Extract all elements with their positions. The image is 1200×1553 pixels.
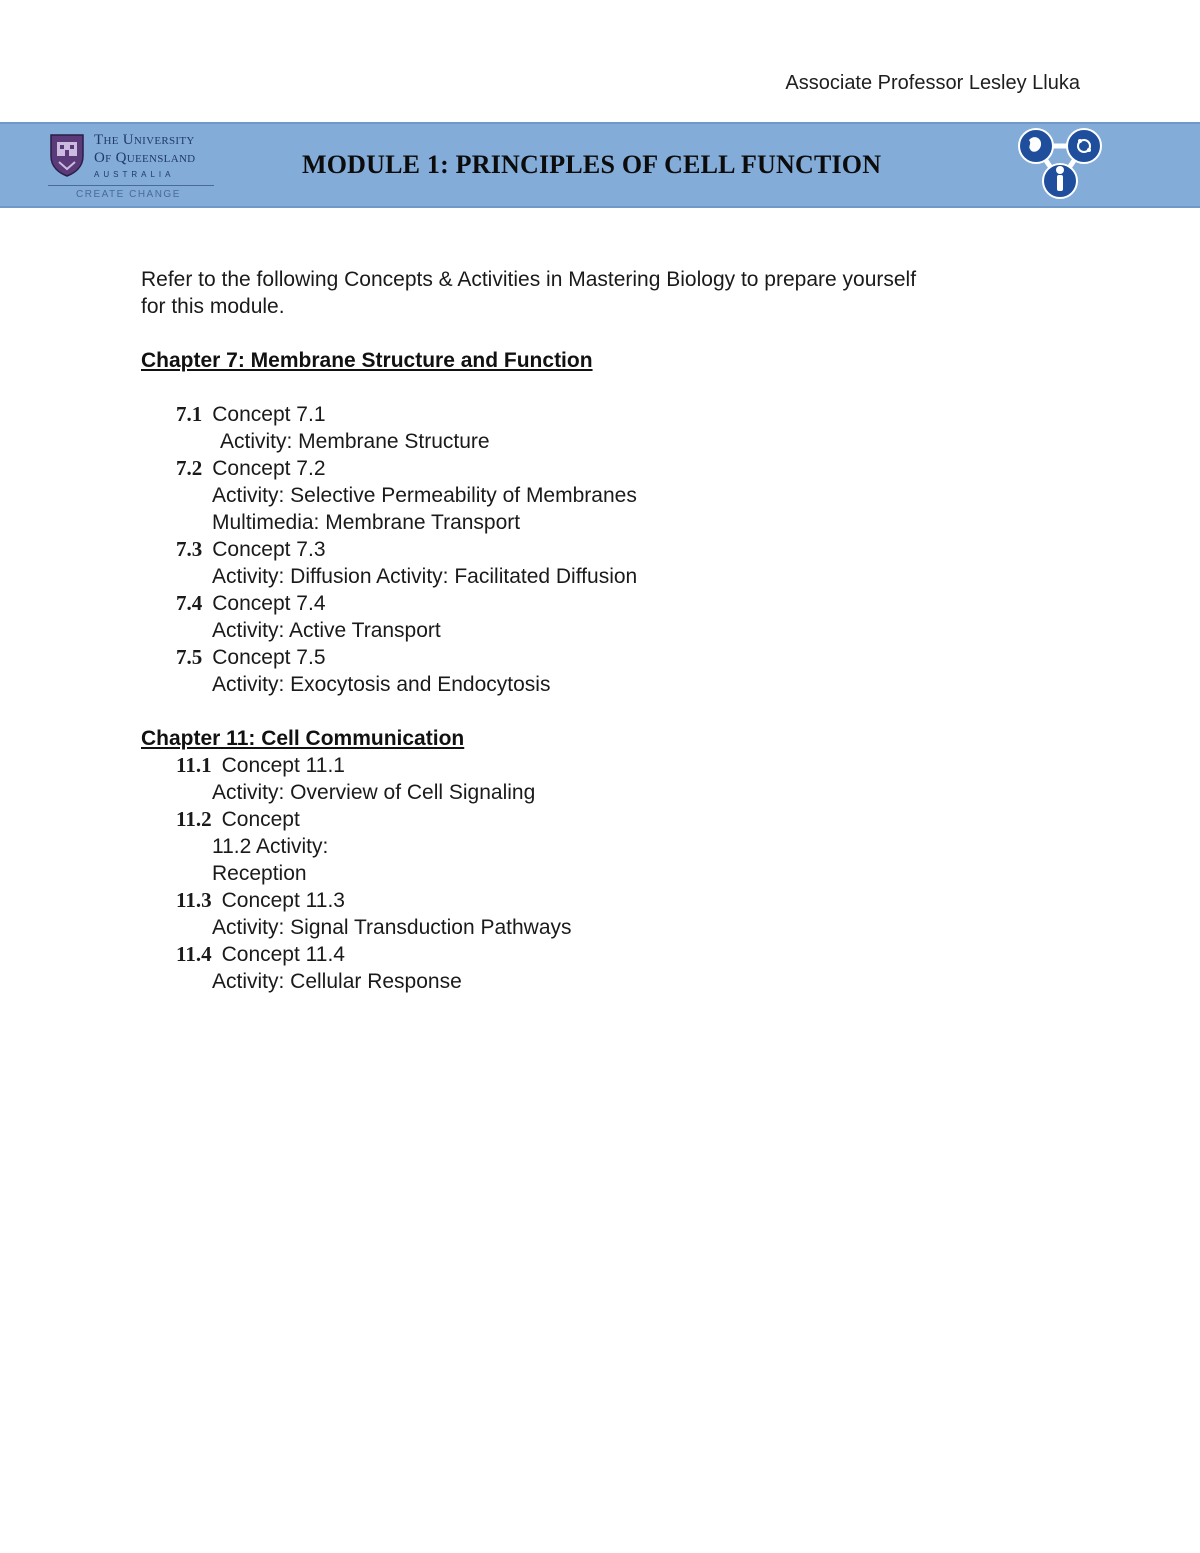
concept-label: Concept 7.5 bbox=[212, 646, 326, 669]
university-logo bbox=[46, 130, 218, 202]
activity-line: Activity: Exocytosis and Endocytosis bbox=[212, 673, 551, 696]
module-banner bbox=[0, 122, 1200, 208]
concept-number: 7.3 bbox=[176, 537, 203, 561]
concept-label: Concept 7.2 bbox=[212, 457, 326, 480]
author-name: Associate Professor Lesley Lluka bbox=[785, 72, 1080, 94]
university-tagline: CREATE CHANGE bbox=[76, 189, 181, 200]
activity-line: Multimedia: Membrane Transport bbox=[212, 511, 521, 534]
activity-line: Activity: Signal Transduction Pathways bbox=[212, 916, 572, 939]
activity-line: 11.2 Activity: bbox=[212, 835, 329, 858]
list-item bbox=[141, 806, 1041, 887]
concept-label: Concept 7.1 bbox=[212, 403, 326, 426]
intro-paragraph bbox=[141, 266, 1041, 320]
activity-line: Reception bbox=[212, 862, 307, 885]
concept-label: Concept 11.3 bbox=[221, 889, 345, 912]
document-content bbox=[141, 266, 1041, 995]
university-name-line1: The University bbox=[94, 132, 195, 148]
activity-line: Activity: Diffusion Activity: Facilitated Diffusion bbox=[212, 565, 638, 588]
list-item bbox=[141, 941, 1041, 995]
concept-label: Concept 7.4 bbox=[212, 592, 326, 615]
university-crest-icon bbox=[48, 132, 86, 178]
module-title: MODULE 1: PRINCIPLES OF CELL FUNCTION bbox=[302, 150, 882, 179]
biology-molecule-icon bbox=[1012, 126, 1108, 202]
activity-line: Activity: Cellular Response bbox=[212, 970, 462, 993]
chapter-7-heading: Chapter 7: Membrane Structure and Function bbox=[141, 349, 593, 372]
activity-line: Activity: Active Transport bbox=[212, 619, 441, 642]
concept-number: 7.1 bbox=[176, 402, 203, 426]
concept-number: 11.3 bbox=[176, 888, 212, 912]
university-name-line2: Of Queensland bbox=[94, 150, 196, 166]
list-item bbox=[141, 752, 1041, 806]
chapter-7-list bbox=[141, 401, 1041, 698]
list-item bbox=[141, 536, 1041, 590]
intro-line-1: Refer to the following Concepts & Activities in Mastering Biology to prepare yourself bbox=[141, 268, 917, 291]
activity-line: Activity: Membrane Structure bbox=[220, 430, 490, 453]
concept-number: 11.2 bbox=[176, 807, 212, 831]
list-item bbox=[141, 590, 1041, 644]
concept-label: Concept 11.4 bbox=[221, 943, 345, 966]
concept-label: Concept 7.3 bbox=[212, 538, 326, 561]
concept-number: 7.5 bbox=[176, 645, 203, 669]
concept-label: Concept bbox=[221, 808, 300, 831]
activity-line: Activity: Overview of Cell Signaling bbox=[212, 781, 536, 804]
concept-label: Concept 11.1 bbox=[221, 754, 345, 777]
concept-number: 7.4 bbox=[176, 591, 203, 615]
activity-line: Activity: Selective Permeability of Membranes bbox=[212, 484, 637, 507]
chapter-11-heading: Chapter 11: Cell Communication bbox=[141, 727, 465, 750]
list-item bbox=[141, 401, 1041, 455]
concept-number: 11.4 bbox=[176, 942, 212, 966]
concept-number: 11.1 bbox=[176, 753, 212, 777]
intro-line-2: for this module. bbox=[141, 295, 285, 318]
list-item bbox=[141, 455, 1041, 536]
logo-divider bbox=[48, 185, 214, 186]
university-country: AUSTRALIA bbox=[94, 170, 175, 179]
list-item bbox=[141, 887, 1041, 941]
concept-number: 7.2 bbox=[176, 456, 203, 480]
chapter-11-list bbox=[141, 752, 1041, 995]
list-item bbox=[141, 644, 1041, 698]
